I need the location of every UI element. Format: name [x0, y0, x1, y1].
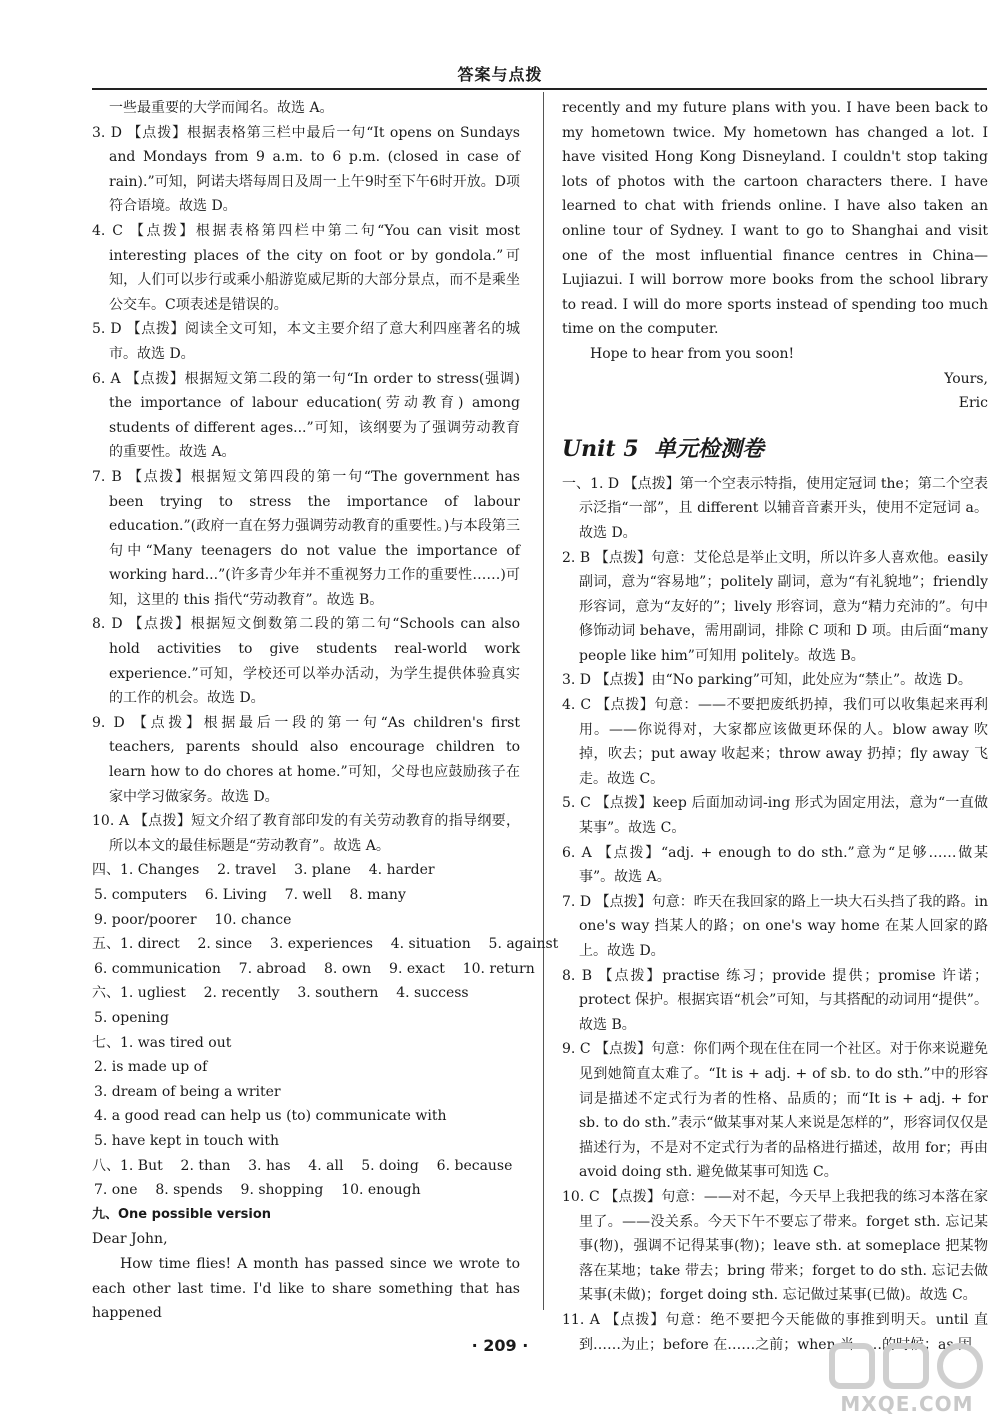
answer-item: 4. C 【点拨】句意：——不要把废纸扔掉，我们可以收集起来再利用。——你说得对，大家都应该做更环保的人。blow away 吹掉，吹去；put away 收起来；throw away 扔掉；fly away 飞走。故选 C。 — [562, 697, 988, 787]
watermark-logo-icon — [822, 1336, 992, 1416]
answer-line: 7. one 8. spends 9. shopping 10. enough — [94, 1182, 421, 1199]
answer-item: 8. B 【点拨】practise 练习；provide 提供；promise 许诺；protect 保护。根据宾语“机会”可知，与其搭配的动词用“提供”。故选 B。 — [562, 967, 988, 1033]
answer-item: 6. A 【点拨】根据短文第二段的第一句“In order to stress(强调) the importance of labour education(劳动教育) among students of different ages...”可知，该纲要为了强调劳动教育的重要性。故选 A。 — [92, 370, 520, 461]
watermark-logo-icon — [822, 1336, 992, 1392]
answer-item: 2. B 【点拨】句意：艾伦总是举止文明，所以许多人喜欢他。easily 副词，意为“容易地”；politely 副词，意为“有礼貌地”；friendly 形容词，意为“友好的”；lively 形容词，意为“精力充沛的”。句中修饰动词 behave，需用副词，排除 C 项和 D 项。由后面“many people like him”可知用 politely。故选 B。 — [562, 549, 988, 664]
essay-salutation: Dear John, — [92, 1231, 168, 1248]
column-divider — [543, 92, 544, 1310]
answer-line: 5. computers 6. Living 7. well 8. many — [94, 887, 406, 903]
answer-line: 2. is made up of — [94, 1059, 208, 1076]
page-header-title: 答案与点拨 — [457, 65, 543, 84]
page-number: · 209 · — [471, 1336, 529, 1355]
answer-item: 10. A 【点拨】短文介绍了教育部印发的有关劳动教育的指导纲要，所以本文的最佳标题是“劳动教育”。故选 A。 — [92, 813, 520, 854]
answer-item: 6. A 【点拨】“adj. + enough to do sth.”意为“足够……做某事”。故选 A。 — [562, 844, 988, 886]
answer-item: 7. D 【点拨】句意：昨天在我回家的路上一块大石头挡了我的路。in one's way 挡某人的路；on one's way home 在某人回家的路上。故选 D。 — [562, 893, 988, 959]
answer-line: 一些最重要的大学而闻名。故选 A。 — [109, 100, 334, 116]
answer-line: 5. have kept in touch with — [94, 1132, 280, 1149]
header-divider — [92, 88, 987, 90]
answer-line: 5. opening — [94, 1009, 169, 1026]
answer-line: 3. dream of being a writer — [94, 1083, 281, 1100]
answer-item: 9. C 【点拨】句意：你们两个现在住在同一个社区。对于你来说避免见到她简直太难了。“It is + adj. + of sb. to do sth.”中的形容词是描述不定式行为者的性格、品质的；而“It is + adj. + for sb. to do sth.”表示“做某事对某人来说是怎样的”，形容词仅仅是描述行为，不是对不定式行为者的品格进行描述，故用 for；再由 avoid doing sth. 避免做某事可知选 C。 — [562, 1041, 988, 1181]
answer-item: 一、1. D 【点拨】第一个空表示特指，使用定冠词 the；第二个空表示泛指“一部”，且 different 以辅音音素开头，使用不定冠词 a。故选 D。 — [562, 475, 988, 541]
essay-paragraph: recently and my future plans with you. I have been back to my hometown twice. My hometown has changed a lot. I have visited Hong Kong Disneyland. I couldn't stop taking lots of photos with the cartoon characters there. I have learned to chat with friends online. I have also taken an online tour of Sydney. I want to go to Shanghai and visit one of the most influential finance centres in China—Lujiazui. I will borrow more books from the school library to read. I will do more sports instead of spending too much time on the computer. — [562, 100, 988, 338]
answer-item: 5. C 【点拨】keep 后面加动词-ing 形式为固定用法，意为“一直做某事”。故选 C。 — [562, 795, 988, 837]
answer-line: 6. communication 7. abroad 8. own 9. exact 10. return — [94, 960, 535, 977]
unit-title: Unit 5 单元检测卷 — [562, 435, 764, 462]
answer-line: 四、1. Changes 2. travel 3. plane 4. harder — [92, 862, 435, 879]
answer-line: 五、1. direct 2. since 3. experiences 4. situation 5. against — [92, 936, 559, 953]
watermark-text: MXQE.COM — [840, 1392, 974, 1416]
answer-item: 10. C 【点拨】句意：——对不起，今天早上我把我的练习本落在家里了。——没关系。今天下午不要忘了带来。forget sth. 忘记某事(物)，强调不记得某事(物)；leave sth. at someplace 把某物落在某地；take 带去；bring 带来；forget to do sth. 忘记去做某事(未做)；forget doing sth. 忘记做过某事(已做)。故选 C。 — [562, 1188, 988, 1304]
right-column — [562, 96, 988, 1357]
answer-item: 3. D 【点拨】由“No parking”可知，此处应为“禁止”。故选 D。 — [562, 672, 972, 689]
essay-paragraph: How time flies! A month has passed since we wrote to each other last time. I'd like to share something that has happened — [92, 1255, 520, 1322]
essay-heading: 九、One possible version — [92, 1206, 272, 1222]
answer-item: 3. D 【点拨】根据表格第三栏中最后一句“It opens on Sundays and Mondays from 9 a.m. to 6 p.m. (closed in case of rain).”可知，阿诺夫塔每周日及周一上午9时至下午6时开放。D项符合语境。故选 D。 — [92, 124, 520, 215]
answer-line: 八、1. But 2. than 3. has 4. all 5. doing 6. because — [92, 1157, 513, 1174]
essay-closing: Hope to hear from you soon! — [590, 345, 795, 362]
answer-line: 9. poor/poorer 10. chance — [94, 911, 292, 928]
essay-signoff: Yours, — [944, 370, 988, 387]
answer-item: 7. B 【点拨】根据短文第四段的第一句“The government has been trying to stress the importance of labour education.”(政府一直在努力强调劳动教育的重要性。)与本段第三句中“Many teenagers do not value the importance of working hard...”(许多青少年并不重视努力工作的重要性……)可知，这里的 this 指代“劳动教育”。故选 B。 — [92, 468, 520, 608]
answer-item: 11. A 【点拨】句意：绝不要把今天能做的事推到明天。until 直到……为止；before 在……之前；when 当……的时候；as 因 — [562, 1311, 988, 1353]
left-column — [92, 96, 559, 1326]
answer-item: 8. D 【点拨】根据短文倒数第二段的第二句“Schools can also hold activities to give students real-world work experience.”可知，学校还可以举办活动，为学生提供体验真实的工作的机会。故选 D。 — [92, 616, 520, 707]
answer-line: 七、1. was tired out — [92, 1034, 232, 1051]
answer-line: 六、1. ugliest 2. recently 3. southern 4. success — [92, 985, 469, 1002]
answer-item: 9. D 【点拨】根据最后一段的第一句“As children's first teachers, parents should also encourage children to learn how to do chores at home.”可知，父母也应鼓励孩子在家中学习做家务。故选 D。 — [92, 714, 520, 805]
answer-item: 4. C 【点拨】根据表格第四栏中第二句“You can visit most interesting places of the city on foot or by gondola.”可知，人们可以步行或乘小船游览威尼斯的大部分景点，而不是乘坐公交车。C项表述是错误的。 — [92, 222, 520, 313]
essay-signature: Eric — [958, 395, 988, 412]
answer-line: 4. a good read can help us (to) communicate with — [94, 1108, 447, 1125]
answer-item: 5. D 【点拨】阅读全文可知，本文主要介绍了意大利四座著名的城市。故选 D。 — [92, 321, 520, 362]
